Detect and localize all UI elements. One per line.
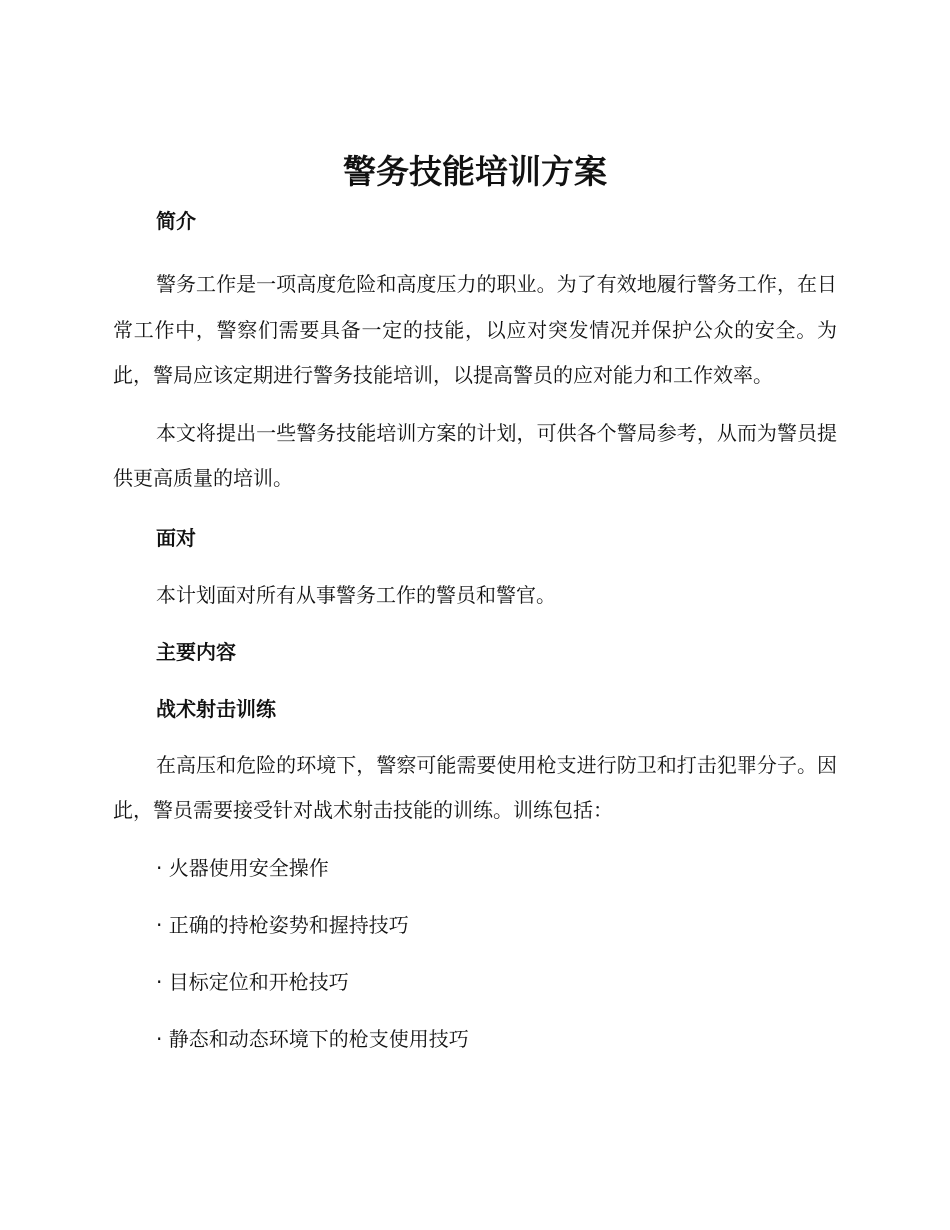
section-heading-audience: 面对 (156, 525, 196, 550)
subsection-heading-tactical: 战术射击训练 (156, 696, 276, 721)
intro-paragraph-2: 本文将提出一些警务技能培训方案的计划，可供各个警局参考，从而为警员提供更高质量的培训。 (113, 420, 837, 490)
bullet-item: · 目标定位和开枪技巧 (156, 969, 349, 994)
audience-paragraph: 本计划面对所有从事警务工作的警员和警官。 (156, 582, 556, 607)
section-heading-main: 主要内容 (156, 639, 236, 664)
bullet-item: · 火器使用安全操作 (156, 855, 329, 880)
section-heading-intro: 简介 (156, 209, 196, 233)
bullet-item: · 正确的持枪姿势和握持技巧 (156, 912, 409, 937)
bullet-item: · 静态和动态环境下的枪支使用技巧 (156, 1026, 469, 1051)
document-title: 警务技能培训方案 (343, 152, 607, 191)
document-body (113, 205, 837, 1055)
tactical-paragraph: 在高压和危险的环境下，警察可能需要使用枪支进行防卫和打击犯罪分子。因此，警员需要接受针对战术射击技能的训练。训练包括： (113, 752, 837, 822)
intro-paragraph-1: 警务工作是一项高度危险和高度压力的职业。为了有效地履行警务工作，在日常工作中，警察们需要具备一定的技能，以应对突发情况并保护公众的安全。为此，警局应该定期进行警务技能培训，以提高警员的应对能力和工作效率。 (113, 272, 837, 387)
